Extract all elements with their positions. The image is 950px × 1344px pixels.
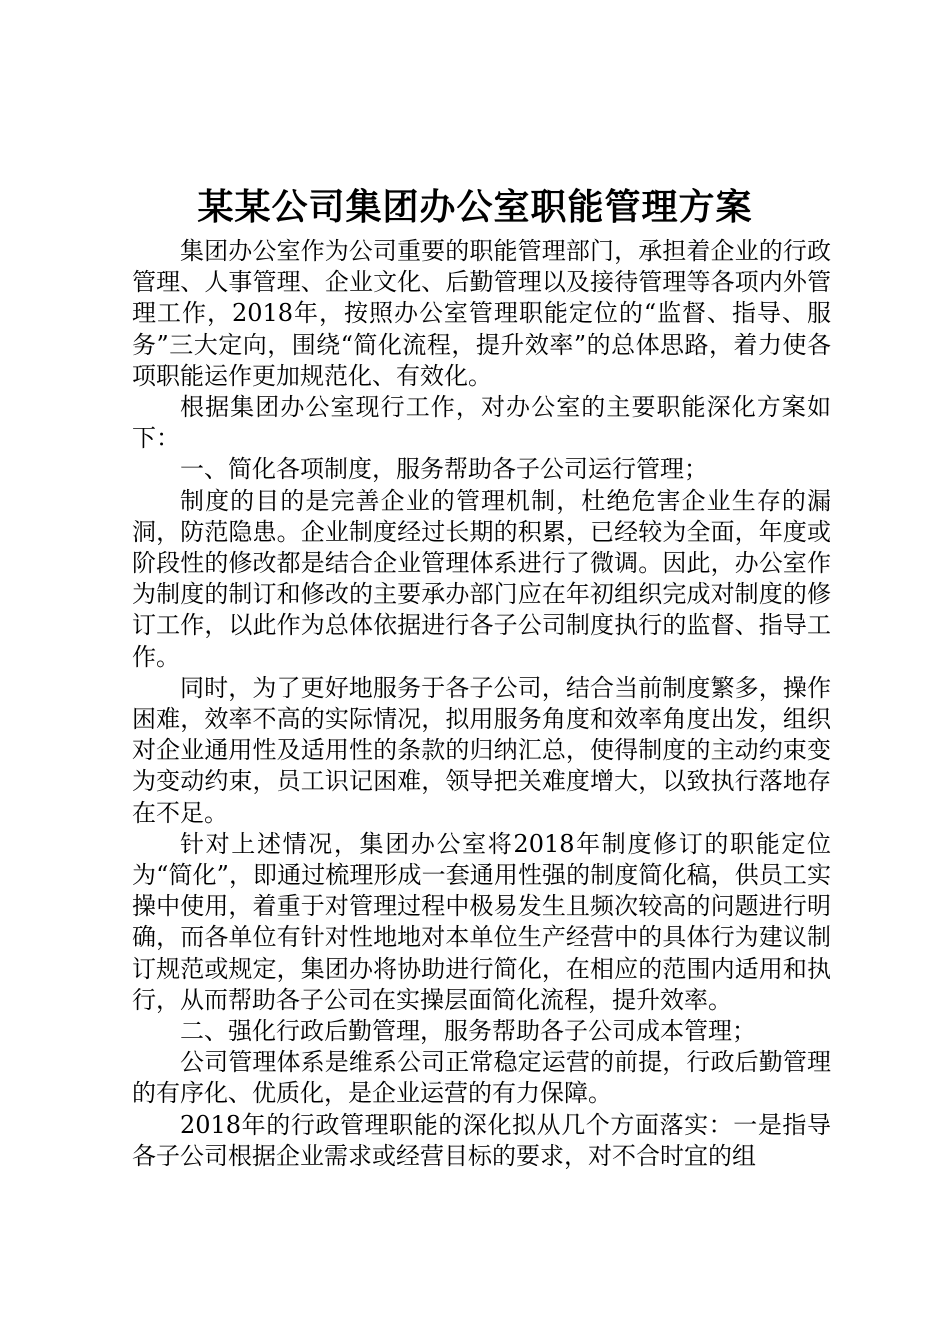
section-heading: 一、简化各项制度，服务帮助各子公司运行管理；: [180, 455, 708, 484]
paragraph: 制度的目的是完善企业的管理机制，杜绝危害企业生存的漏洞，防范隐患。企业制度经过长期的积累，已经较为全面，年度或阶段性的修改都是结合企业管理体系进行了微调。因此，办公室作为制度的制订和修改的主要承办部门应在年初组织完成对制度的修订工作，以此作为总体依据进行各子公司制度执行的监督、指导工作。: [132, 486, 831, 671]
document-body: [132, 236, 831, 1172]
document-title: 某某公司集团办公室职能管理方案: [197, 187, 753, 228]
paragraph: 针对上述情况，集团办公室将2018年制度修订的职能定位为“简化”，即通过梳理形成一套通用性强的制度简化稿，供员工实操中使用，着重于对管理过程中极易发生且频次较高的问题进行明确，而各单位有针对性地地对本单位生产经营中的具体行为建议制订规范或规定，集团办将协助进行简化，在相应的范围内适用和执行，从而帮助各子公司在实操层面简化流程，提升效率。: [132, 829, 831, 1014]
paragraph: 根据集团办公室现行工作，对办公室的主要职能深化方案如下：: [132, 393, 831, 453]
paragraph: 集团办公室作为公司重要的职能管理部门，承担着企业的行政管理、人事管理、企业文化、后勤管理以及接待管理等各项内外管理工作，2018年，按照办公室管理职能定位的“监督、指导、服务”三大定向，围绕“简化流程，提升效率”的总体思路，着力使各项职能运作更加规范化、有效化。: [132, 237, 831, 390]
paragraph: 同时，为了更好地服务于各子公司，结合当前制度繁多，操作困难，效率不高的实际情况，拟用服务角度和效率角度出发，组织对企业通用性及适用性的条款的归纳汇总，使得制度的主动约束变为变动约束，员工识记困难，领导把关难度增大，以致执行落地存在不足。: [132, 673, 831, 827]
section-heading: 二、强化行政后勤管理，服务帮助各子公司成本管理；: [180, 1017, 756, 1046]
paragraph: 2018年的行政管理职能的深化拟从几个方面落实：一是指导各子公司根据企业需求或经营目标的要求，对不合时宜的组: [132, 1110, 831, 1170]
paragraph: 公司管理体系是维系公司正常稳定运营的前提，行政后勤管理的有序化、优质化，是企业运营的有力保障。: [132, 1048, 831, 1108]
